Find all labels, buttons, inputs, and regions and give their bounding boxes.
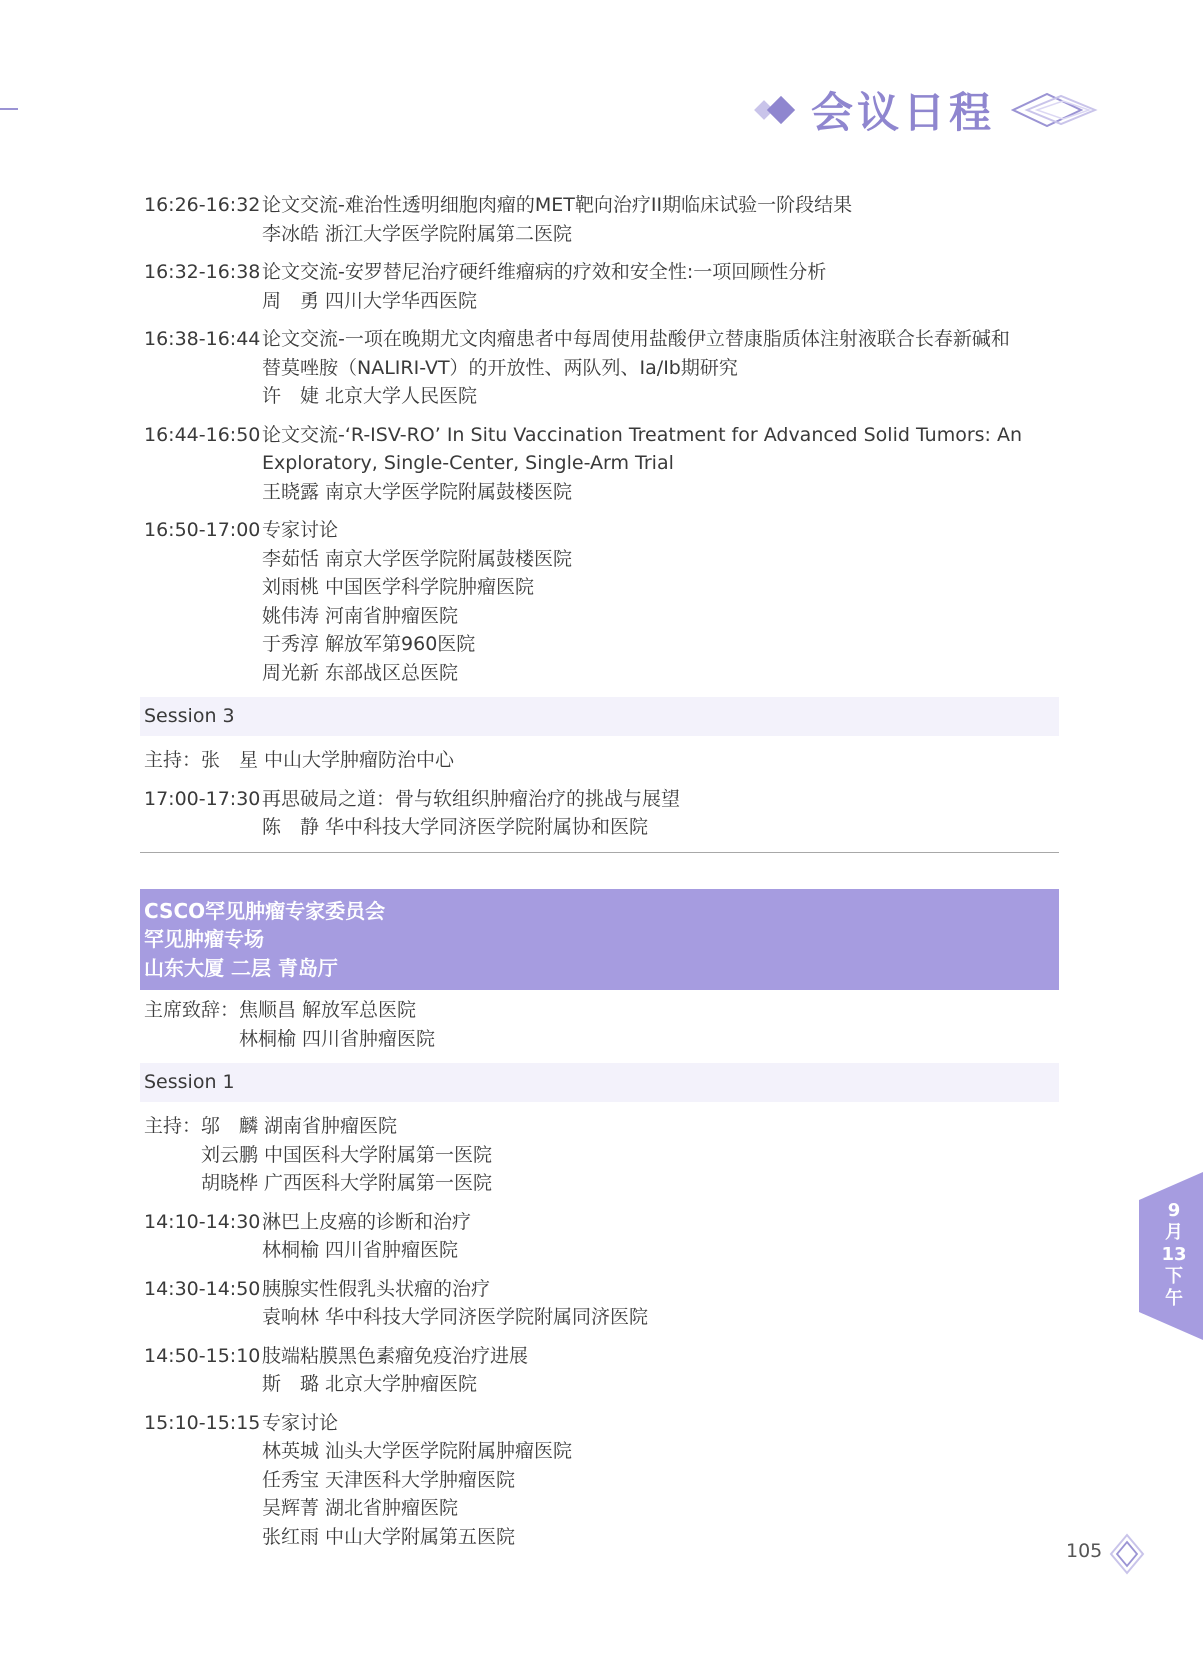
time-slot: 16:38-16:44 — [144, 328, 261, 350]
panelist: 林英城 汕头大学医学院附属肿瘤医院 — [262, 1440, 573, 1462]
time-slot: 16:50-17:00 — [144, 519, 261, 541]
panelist: 吴辉菁 湖北省肿瘤医院 — [262, 1497, 459, 1519]
time-slot: 14:30-14:50 — [144, 1277, 261, 1300]
talk-title: 肢端粘膜黑色素瘤免疫治疗进展 — [262, 1344, 529, 1367]
panelist: 张红雨 中山大学附属第五医院 — [262, 1525, 516, 1548]
schedule-item — [144, 785, 1059, 842]
schedule-item — [144, 1208, 1059, 1265]
speaker: 李冰皓 浙江大学医学院附属第二医院 — [262, 222, 573, 245]
talk-title-continued: 替莫唑胺（NALIRI-VT）的开放性、两队列、Ia/Ib期研究 — [262, 356, 738, 379]
forum-banner — [140, 889, 1059, 991]
session-host — [144, 1112, 1059, 1198]
talk-title: 论文交流-‘R-ISV-RO’ In Situ Vaccination Treatment for Advanced Solid Tumors: An — [262, 423, 1023, 446]
banner-committee: CSCO罕见肿瘤专家委员会 — [144, 898, 386, 923]
chair-address — [144, 996, 1059, 1053]
session-header: Session 3 — [140, 697, 1059, 736]
section-divider — [140, 852, 1059, 853]
schedule-item — [144, 325, 1059, 411]
talk-title: 专家讨论 — [262, 1411, 339, 1434]
chair-name: 林桐榆 四川省肿瘤医院 — [239, 1027, 436, 1050]
schedule-top-list — [144, 191, 1059, 687]
host-name: 刘云鹏 中国医科大学附属第一医院 — [201, 1143, 493, 1166]
left-edge-mark — [0, 108, 18, 110]
talk-title: 胰腺实性假乳头状瘤的治疗 — [262, 1277, 491, 1300]
time-slot: 15:10-15:15 — [144, 1411, 261, 1434]
speaker: 周 勇 四川大学华西医院 — [262, 289, 478, 312]
speaker: 许 婕 北京大学人民医院 — [262, 385, 478, 407]
date-tab-label: 9 月 13 下 午 — [1161, 1200, 1187, 1309]
time-slot: 14:10-14:30 — [144, 1210, 261, 1233]
banner-venue: 山东大厦 二层 青岛厅 — [144, 955, 338, 980]
diamond-outline-icon — [1011, 90, 1103, 130]
talk-title: 论文交流-一项在晚期尤文肉瘤患者中每周使用盐酸伊立替康脂质体注射液联合长春新碱和 — [262, 328, 1010, 350]
talk-title: 论文交流-安罗替尼治疗硬纤维瘤病的疗效和安全性:一项回顾性分析 — [262, 261, 827, 283]
talk-title: 论文交流-难治性透明细胞肉瘤的MET靶向治疗II期临床试验一阶段结果 — [262, 194, 853, 216]
chair-name: 焦顺昌 解放军总医院 — [239, 999, 417, 1021]
panelist: 李茹恬 南京大学医学院附属鼓楼医院 — [262, 547, 573, 570]
panelist: 刘雨桃 中国医学科学院肿瘤医院 — [262, 576, 535, 598]
time-slot: 14:50-15:10 — [144, 1344, 261, 1367]
time-slot: 16:44-16:50 — [144, 423, 261, 446]
time-slot: 16:26-16:32 — [144, 194, 261, 216]
time-slot: 16:32-16:38 — [144, 261, 261, 283]
schedule-item — [144, 191, 1059, 248]
schedule-item — [144, 421, 1059, 507]
schedule-item — [144, 1275, 1059, 1332]
page-number: 105 — [1066, 1540, 1103, 1562]
talk-title: 专家讨论 — [262, 519, 339, 541]
host-name: 邬 麟 湖南省肿瘤医院 — [201, 1115, 398, 1137]
talk-title: 淋巴上皮癌的诊断和治疗 — [262, 1210, 472, 1233]
schedule-content — [144, 191, 1059, 1561]
speaker: 王晓露 南京大学医学院附属鼓楼医院 — [262, 480, 573, 503]
schedule-item — [144, 258, 1059, 315]
time-slot: 17:00-17:30 — [144, 787, 261, 810]
panelist: 姚伟涛 河南省肿瘤医院 — [262, 604, 459, 627]
panelist: 任秀宝 天津医科大学肿瘤医院 — [262, 1468, 516, 1491]
speaker: 陈 静 华中科技大学同济医学院附属协和医院 — [262, 816, 649, 838]
diamond-outline-icon — [1109, 1533, 1145, 1575]
schedule-item — [144, 516, 1059, 687]
talk-title: 再思破局之道：骨与软组织肿瘤治疗的挑战与展望 — [262, 787, 681, 810]
session-header: Session 1 — [140, 1063, 1059, 1102]
speaker: 斯 璐 北京大学肿瘤医院 — [262, 1373, 478, 1395]
page-title: 会议日程 — [810, 88, 995, 137]
schedule-item — [144, 1409, 1059, 1552]
session-host: 主持：张 星 中山大学肿瘤防治中心 — [144, 749, 455, 771]
diamond-decoration-icon — [757, 95, 797, 125]
schedule-item — [144, 1342, 1059, 1399]
speaker: 林桐榆 四川省肿瘤医院 — [262, 1239, 459, 1261]
chair-label: 主席致辞： — [144, 999, 240, 1021]
panelist: 周光新 东部战区总医院 — [262, 661, 459, 684]
host-label: 主持： — [144, 1115, 202, 1137]
speaker: 袁响林 华中科技大学同济医学院附属同济医院 — [262, 1306, 649, 1328]
talk-title-continued: Exploratory, Single-Center, Single-Arm Trial — [262, 452, 674, 474]
host-name: 胡晓桦 广西医科大学附属第一医院 — [201, 1172, 493, 1194]
banner-session-name: 罕见肿瘤专场 — [144, 927, 264, 951]
panelist: 于秀淳 解放军第960医院 — [262, 633, 476, 655]
page-header — [757, 78, 1103, 142]
